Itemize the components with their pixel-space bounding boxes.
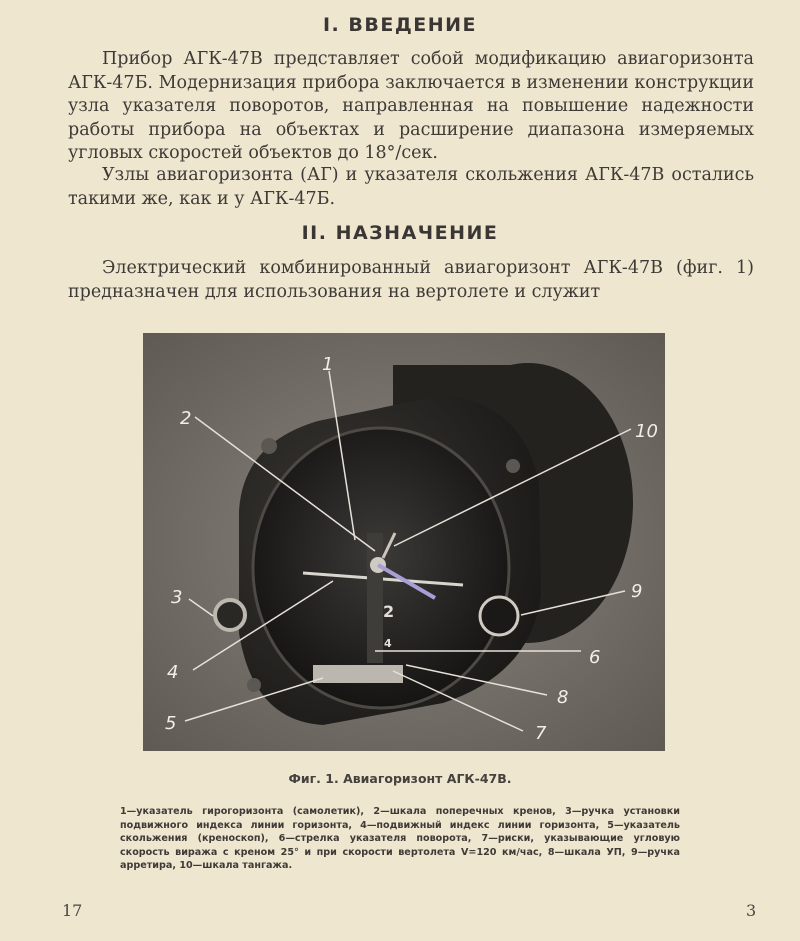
page-number-right: 3 <box>746 901 757 920</box>
callout-8: 8 <box>557 687 569 708</box>
page-number-left: 17 <box>62 901 83 920</box>
section-heading-purpose: II. НАЗНАЧЕНИЕ <box>301 222 499 244</box>
callout-10: 10 <box>635 421 658 442</box>
purpose-paragraph-1: Электрический комбинированный авиагоризонт АГК-47В (фиг. 1) предназначен для использования на вертолете и служит <box>68 258 754 302</box>
callout-6: 6 <box>589 647 601 668</box>
figure-caption: Фиг. 1. Авиагоризонт АГК-47В. <box>288 771 512 786</box>
figure-legend: 1—указатель гирогоризонта (самолетик), 2—шкала поперечных кренов, 3—ручка установки подвижного индекса линии горизонта, 4—подвижный индекс линии горизонта, 5—указатель скольжения (креноскоп), 6—стрелка указателя поворота, 7—риски, указывающие угловую скорость виража с креном 25° и при скорости вертолета V=120 км/час, 8—шкала УП, 9—ручка арретира, 10—шкала тангажа. <box>120 806 680 872</box>
callout-4: 4 <box>167 662 179 683</box>
callout-1: 1 <box>322 354 334 375</box>
dial-mark-2: 2 <box>383 602 395 621</box>
caging-knob <box>480 597 518 635</box>
section-heading-introduction: I. ВВЕДЕНИЕ <box>322 14 478 36</box>
intro-paragraph-2: Узлы авиагоризонта (АГ) и указателя скольжения АГК-47В остались такими же, как и у АГК-47Б. <box>68 165 754 209</box>
horizon-adjust-knob <box>215 600 245 630</box>
instrument-photo <box>143 333 665 751</box>
callout-5: 5 <box>165 713 177 734</box>
dial-mark-4: 4 <box>384 637 392 650</box>
callout-3: 3 <box>171 587 183 608</box>
callout-7: 7 <box>535 723 547 744</box>
callout-9: 9 <box>631 581 643 602</box>
intro-paragraph-1: Прибор АГК-47В представляет собой модификацию авиагоризонта АГК-47Б. Модернизация прибора заключается в изменении конструкции узла указателя поворотов, направленная на повышение надежности работы прибора на объектах и расширение диапазона измеряемых угловых скоростей объектов до 18°/сек. <box>68 49 754 163</box>
callout-2: 2 <box>180 408 192 429</box>
slip-indicator <box>313 665 403 683</box>
